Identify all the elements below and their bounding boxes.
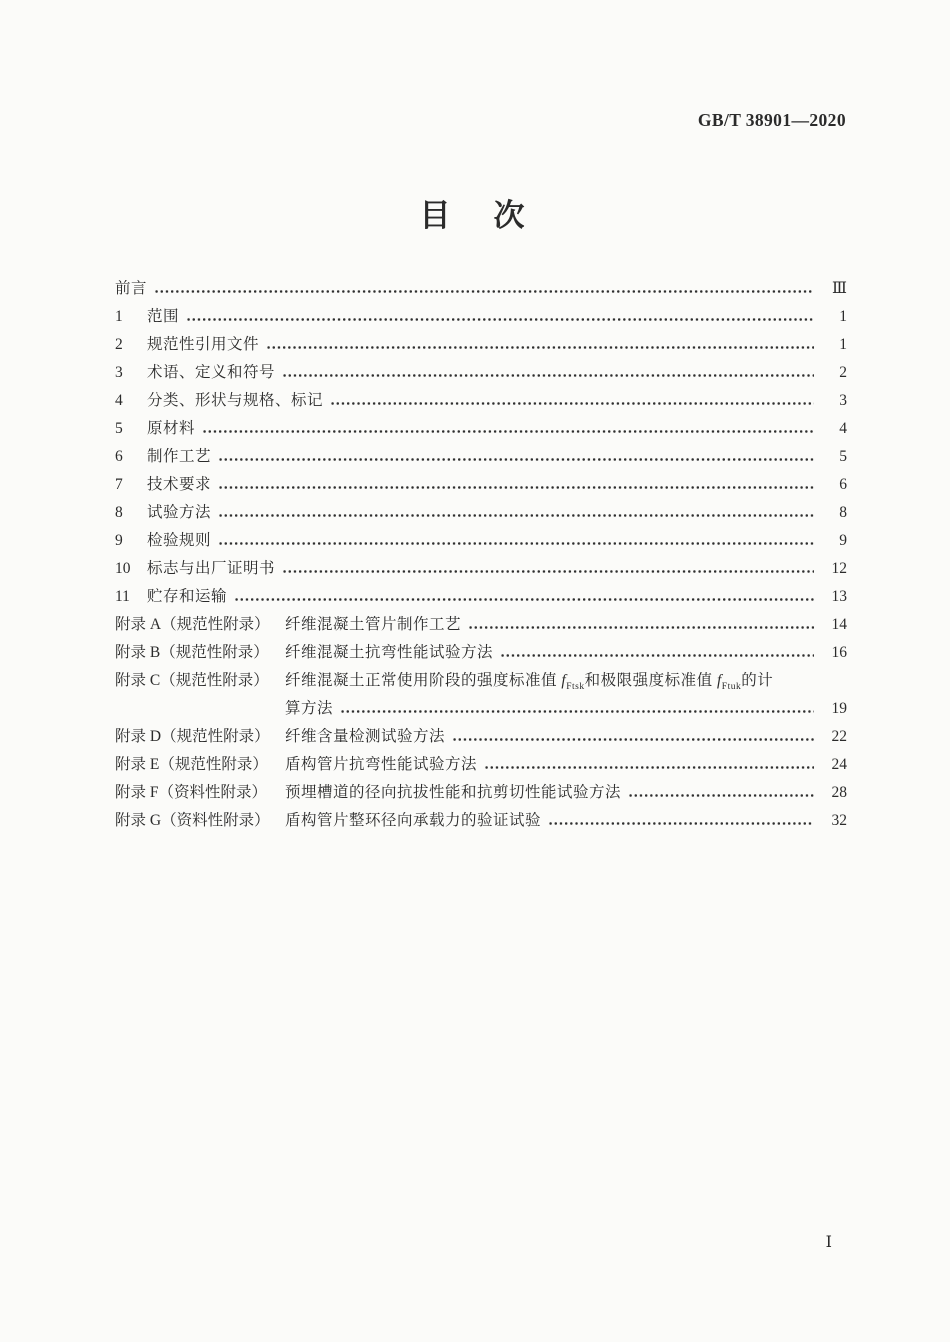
toc-entry-label: 算方法 <box>285 700 334 717</box>
dot-leader <box>202 430 814 433</box>
dot-leader <box>484 766 814 769</box>
toc-entry-page: Ⅲ <box>832 280 847 297</box>
toc-row <box>115 270 847 298</box>
toc-row <box>115 550 847 578</box>
toc-row <box>115 606 847 634</box>
toc-entry-label: 纤维混凝土正常使用阶段的强度标准值 $f_{Ftsk}$和极限强度标准值 $f_{Ftuk}$的计 <box>285 672 774 693</box>
toc-row <box>115 298 847 326</box>
toc-row <box>115 746 847 774</box>
toc-entry-label: 前言 <box>115 280 148 297</box>
toc-entry-number: 附录 E（规范性附录） <box>115 756 268 773</box>
toc-entry-label: 试验方法 <box>147 504 212 521</box>
footer-page-number: Ⅰ <box>825 1234 832 1251</box>
toc-row <box>115 466 847 494</box>
dot-leader <box>500 654 814 657</box>
dot-leader <box>186 318 814 321</box>
toc-entry-number: 附录 C（规范性附录） <box>115 672 269 689</box>
toc-row <box>115 690 847 718</box>
dot-leader <box>340 710 814 713</box>
toc-entry-label: 标志与出厂证明书 <box>147 560 276 577</box>
toc-entry-label: 范围 <box>147 308 180 325</box>
toc-entry-label: 盾构管片抗弯性能试验方法 <box>285 756 478 773</box>
toc-entry-label: 纤维混凝土管片制作工艺 <box>285 616 462 633</box>
dot-leader <box>282 374 814 377</box>
toc-row <box>115 354 847 382</box>
toc-row <box>115 774 847 802</box>
toc-entry-page: 24 <box>831 756 847 773</box>
toc-row <box>115 662 847 693</box>
toc-title: 目 次 <box>419 198 531 233</box>
dot-leader <box>330 402 814 405</box>
toc-entry-number: 附录 G（资料性附录） <box>115 812 270 829</box>
toc-entry-label: 原材料 <box>147 420 196 437</box>
toc-entry-label: 技术要求 <box>147 476 212 493</box>
toc-entry-page: 2 <box>839 364 847 381</box>
toc-entry-page: 19 <box>831 700 847 717</box>
toc-entry-number: 5 <box>115 420 123 437</box>
dot-leader <box>548 822 814 825</box>
toc-entry-number: 9 <box>115 532 123 549</box>
toc-entry-page: 5 <box>839 448 847 465</box>
toc-entry-number: 11 <box>115 588 130 605</box>
toc-entry-page: 12 <box>831 560 847 577</box>
toc-row <box>115 522 847 550</box>
toc-row <box>115 494 847 522</box>
toc-entry-number: 8 <box>115 504 123 521</box>
dot-leader <box>452 738 814 741</box>
dot-leader <box>218 486 814 489</box>
dot-leader <box>282 570 814 573</box>
toc-entry-label: 盾构管片整环径向承载力的验证试验 <box>285 812 542 829</box>
toc-entry-page: 32 <box>831 812 847 829</box>
dot-leader <box>266 346 814 349</box>
toc-entry-page: 8 <box>839 504 847 521</box>
toc-entry-page: 3 <box>839 392 847 409</box>
toc-row <box>115 410 847 438</box>
dot-leader <box>218 542 814 545</box>
toc-entry-page: 16 <box>831 644 847 661</box>
toc-entry-page: 4 <box>839 420 847 437</box>
toc-entry-page: 22 <box>831 728 847 745</box>
toc-row <box>115 326 847 354</box>
toc-entry-number: 附录 B（规范性附录） <box>115 644 269 661</box>
toc-entry-page: 1 <box>839 308 847 325</box>
toc-entry-label: 术语、定义和符号 <box>147 364 276 381</box>
toc-entry-page: 13 <box>831 588 847 605</box>
toc-entry-number: 附录 A（规范性附录） <box>115 616 270 633</box>
toc-entry-page: 6 <box>839 476 847 493</box>
toc-row <box>115 438 847 466</box>
toc-entry-label: 分类、形状与规格、标记 <box>147 392 324 409</box>
toc-entry-number: 2 <box>115 336 123 353</box>
toc-entry-label: 纤维混凝土抗弯性能试验方法 <box>285 644 494 661</box>
dot-leader <box>628 794 814 797</box>
toc-entry-number: 6 <box>115 448 123 465</box>
toc-entry-label: 纤维含量检测试验方法 <box>285 728 446 745</box>
dot-leader <box>234 598 814 601</box>
toc-entry-number: 3 <box>115 364 123 381</box>
toc-row <box>115 578 847 606</box>
toc-entry-label: 规范性引用文件 <box>147 336 260 353</box>
toc-row <box>115 802 847 830</box>
doc-number: GB/T 38901—2020 <box>697 110 846 130</box>
toc-row <box>115 382 847 410</box>
toc-entry-page: 1 <box>839 336 847 353</box>
toc-entry-page: 14 <box>831 616 847 633</box>
toc-entry-number: 4 <box>115 392 123 409</box>
toc-list <box>115 270 847 830</box>
toc-entry-page: 9 <box>839 532 847 549</box>
toc-entry-label: 制作工艺 <box>147 448 212 465</box>
toc-row <box>115 634 847 662</box>
toc-entry-label: 贮存和运输 <box>147 588 228 605</box>
toc-entry-number: 附录 D（规范性附录） <box>115 728 270 745</box>
dot-leader <box>218 514 814 517</box>
toc-entry-number: 附录 F（资料性附录） <box>115 784 267 801</box>
toc-entry-number: 10 <box>115 560 131 577</box>
toc-entry-number: 7 <box>115 476 123 493</box>
toc-entry-label: 检验规则 <box>147 532 212 549</box>
toc-entry-number: 1 <box>115 308 123 325</box>
toc-entry-label: 预埋槽道的径向抗拔性能和抗剪切性能试验方法 <box>285 784 622 801</box>
dot-leader <box>154 290 814 293</box>
toc-entry-page: 28 <box>831 784 847 801</box>
dot-leader <box>468 626 814 629</box>
dot-leader <box>218 458 814 461</box>
toc-row <box>115 718 847 746</box>
